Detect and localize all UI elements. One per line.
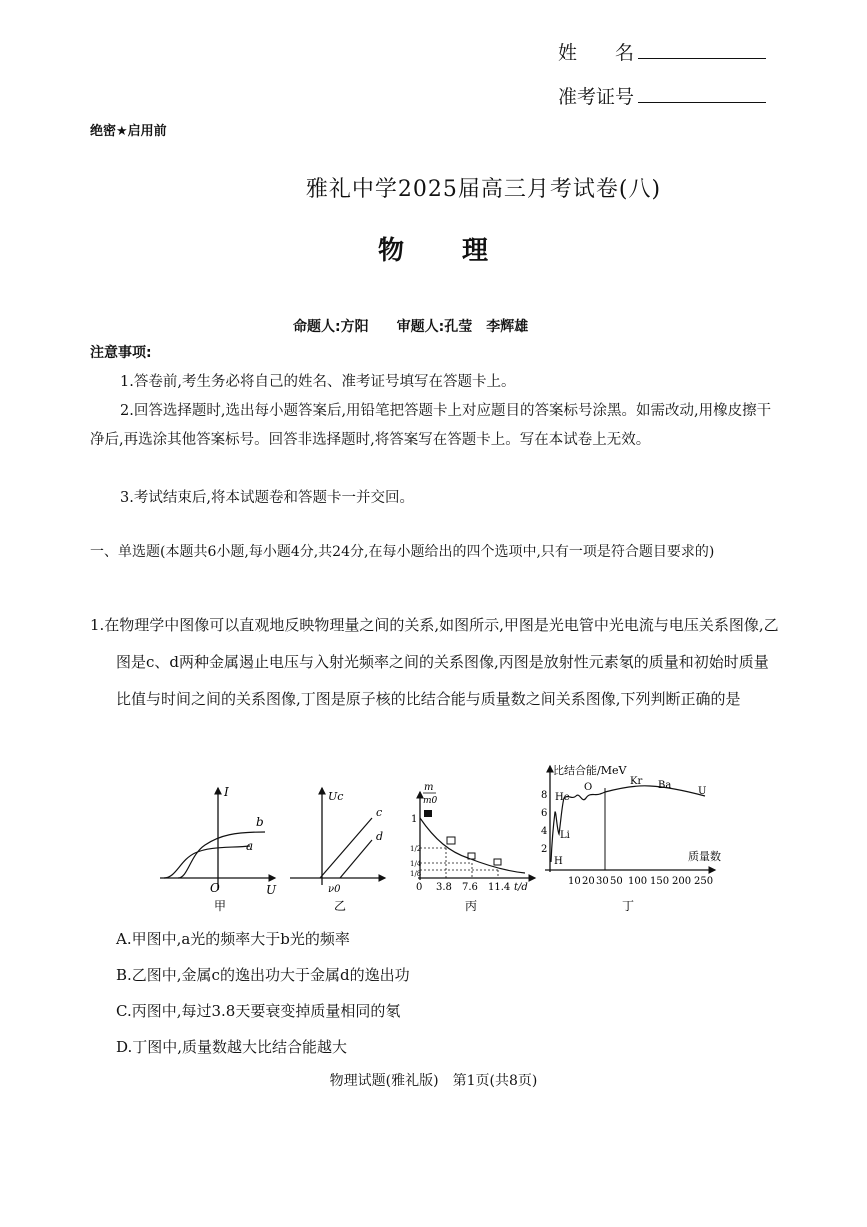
jia-label-b: b [256,815,264,829]
bing-x-tick-0: 0 [416,882,423,893]
bing-y-label-num: m [424,782,434,793]
yi-origin: ν0 [328,884,341,895]
ding-x-label: 质量数 [688,850,721,863]
ding-y-tick-6: 6 [541,808,548,819]
ding-x-tick-100: 100 [628,876,648,887]
yi-line-d [340,840,372,878]
bing-y-tick-1: 1 [411,814,418,825]
note-item-1: 1.答卷前,考生务必将自己的姓名、准考证号填写在答题卡上。 [120,374,516,390]
jia-origin: O [210,881,220,895]
jia-y-label: I [224,785,229,799]
note-item-2: 2.回答选择题时,选出每小题答案后,用铅笔把答题卡上对应题目的答案标号涂黑。如需改动,用橡皮擦干净后,再选涂其他答案标号。回答非选择题时,将答案写在答题卡上。写在本试卷上无效。 [90,403,772,448]
option-d: D.丁图中,质量数越大比结合能越大 [116,1038,348,1056]
bing-marker-3 [494,859,501,865]
ding-x-tick-250: 250 [694,876,714,887]
bing-y-label-den: m0 [423,796,438,806]
yi-label-c: c [376,806,383,819]
bing-y-tick-4: 1/8 [410,870,422,878]
figure-yi [290,788,385,913]
bing-x-label: t/d [514,882,528,893]
name-field [558,38,766,65]
yi-caption: 乙 [334,899,347,913]
question-1-stem: 1.在物理学中图像可以直观地反映物理量之间的关系,如图所示,甲图是光电管中光电流与电压关系图像,乙图是c、d两种金属遏止电压与入射光频率之间的关系图像,丙图是放射性元素氡的质量和初始时质量比值与时间之间的关系图像,丁图是原子核的比结合能与质量数之间关系图像,下列判断正确的是 [90,616,779,708]
yi-y-label: Uc [328,790,344,803]
yi-label-d: d [376,830,384,843]
bing-y-tick-2: 1/2 [410,845,422,853]
ding-nuclide-o: O [584,782,593,793]
ding-y-tick-2: 2 [541,844,548,855]
jia-x-label: U [266,883,277,897]
bing-y-tick-3: 1/4 [410,860,422,868]
option-c: C.丙图中,每过3.8天要衰变掉质量相同的氡 [116,1002,401,1020]
ding-nuclide-he: He [555,792,570,803]
figure-jia [160,785,277,913]
exam-authors: 命题人:方阳 审题人:孔莹 李辉雄 [293,319,529,335]
yi-line-c [320,818,372,878]
page-footer: 物理试题(雅礼版) 第1页(共8页) [329,1073,538,1089]
note-item-3: 3.考试结束后,将本试题卷和答题卡一并交回。 [120,490,414,506]
ding-nuclide-li: Li [560,830,570,841]
section-heading: 一、单选题(本题共6小题,每小题4分,共24分,在每小题给出的四个选项中,只有一项是符合题目要求的) [90,544,715,560]
bing-caption: 丙 [465,899,478,913]
jia-label-a: a [246,839,254,853]
ding-x-tick-20: 20 [582,876,595,887]
exam-title: 雅礼中学2025届高三月考试卷(八) [305,177,662,202]
ding-x-tick-10: 10 [568,876,581,887]
ding-nuclide-kr: Kr [630,776,643,787]
ding-y-tick-4: 4 [541,826,548,837]
jia-curve-a [164,846,250,878]
notes-heading: 注意事项: [90,345,152,361]
ding-y-tick-8: 8 [541,790,548,801]
ding-caption: 丁 [622,899,635,913]
ding-curve-heavy [605,786,705,796]
bing-marker-1 [447,837,455,844]
id-label: 准考证号 [558,86,635,108]
bing-marker-filled [424,810,432,817]
ding-x-tick-30: 30 [596,876,609,887]
figure-bing [410,782,535,913]
name-blank [638,40,766,59]
bing-x-tick-1: 3.8 [436,882,452,893]
ding-x-tick-200: 200 [672,876,692,887]
option-b: B.乙图中,金属c的逸出功大于金属d的逸出功 [116,966,410,984]
bing-x-tick-3: 11.4 [488,882,511,893]
bing-decay-curve [420,818,525,873]
jia-caption: 甲 [214,899,227,913]
id-blank [638,84,766,103]
ding-nuclide-ba: Ba [658,780,672,791]
bing-x-tick-2: 7.6 [462,882,478,893]
id-field [558,82,766,109]
option-a: A.甲图中,a光的频率大于b光的频率 [116,930,350,948]
subject-title: 物理 [378,236,547,266]
name-label: 姓 名 [558,42,635,64]
ding-nuclide-h: H [554,856,563,867]
ding-nuclide-u: U [698,786,707,797]
ding-x-tick-150: 150 [650,876,670,887]
figure-ding [541,763,721,913]
ding-x-tick-50: 50 [610,876,623,887]
confidential-mark: 绝密★启用前 [90,124,167,139]
question-1-figures [150,760,730,920]
ding-y-label: 比结合能/MeV [553,764,627,777]
